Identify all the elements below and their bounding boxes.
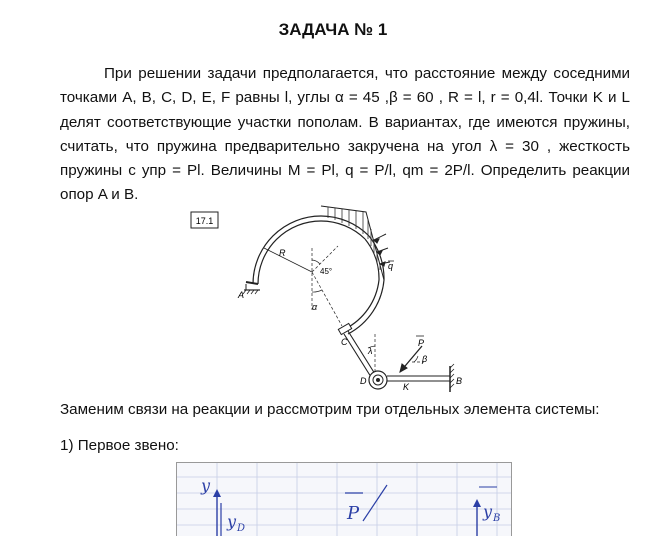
problem-statement bbox=[60, 62, 630, 208]
step-1-heading: 1) Первое звено: bbox=[60, 437, 179, 454]
spring-D bbox=[369, 371, 387, 389]
support-B bbox=[450, 364, 454, 392]
force-P bbox=[400, 346, 422, 372]
mechanism-diagram bbox=[188, 204, 473, 396]
variant-label: 17.1 bbox=[195, 216, 214, 226]
label-lambda: λ bbox=[368, 346, 373, 356]
problem-line-5: пружины с упр = Pl. Величины M = Pl, q = P/l, qm = 2P/l. Определить реакции bbox=[60, 162, 630, 180]
page-title: ЗАДАЧА № 1 bbox=[278, 20, 388, 39]
hand-p: P bbox=[347, 503, 360, 524]
label-45: 45° bbox=[320, 267, 333, 276]
label-D: D bbox=[360, 376, 367, 386]
hand-yb: y bbox=[483, 502, 493, 521]
alpha-axis bbox=[312, 272, 342, 326]
problem-line-6: опор A и B. bbox=[60, 186, 139, 204]
handwritten-sketch bbox=[177, 463, 511, 536]
label-C: C bbox=[341, 337, 348, 347]
problem-line-1: При решении задачи предполагается, что расстояние между соседними bbox=[104, 65, 630, 82]
label-A: A bbox=[238, 290, 245, 300]
hand-b: B bbox=[493, 513, 501, 524]
curved-beam bbox=[253, 216, 384, 334]
label-K: K bbox=[403, 382, 410, 392]
problem-line-2: точками A, B, C, D, E, F равны l, углы α = 45 ,β = 60 , R = l, r = 0,4l. Точки K и L bbox=[60, 89, 630, 107]
mechanism-figure bbox=[188, 204, 473, 396]
label-P: P bbox=[418, 338, 425, 348]
handwritten-photo bbox=[176, 462, 512, 536]
radius-line bbox=[264, 248, 312, 272]
beam-DB bbox=[387, 376, 450, 381]
hand-d: D bbox=[237, 523, 246, 534]
problem-line-4: считать, что пружина предварительно закручена на угол λ = 30 , жесткость bbox=[60, 137, 630, 155]
label-q: q bbox=[388, 261, 394, 271]
hand-notes bbox=[200, 476, 500, 536]
replace-constraints-text: Заменим связи на реакции и рассмотрим три отдельных элемента системы: bbox=[60, 401, 600, 418]
label-B: B bbox=[456, 376, 463, 386]
label-alpha: α bbox=[312, 302, 318, 312]
label-R: R bbox=[279, 248, 286, 258]
hand-yd: y bbox=[227, 512, 237, 531]
hand-y: y bbox=[201, 476, 211, 495]
problem-line-3: делят соответствующие участки пополам. В вариантах, где имеются пружины, bbox=[60, 113, 630, 131]
label-beta: β bbox=[422, 354, 428, 364]
